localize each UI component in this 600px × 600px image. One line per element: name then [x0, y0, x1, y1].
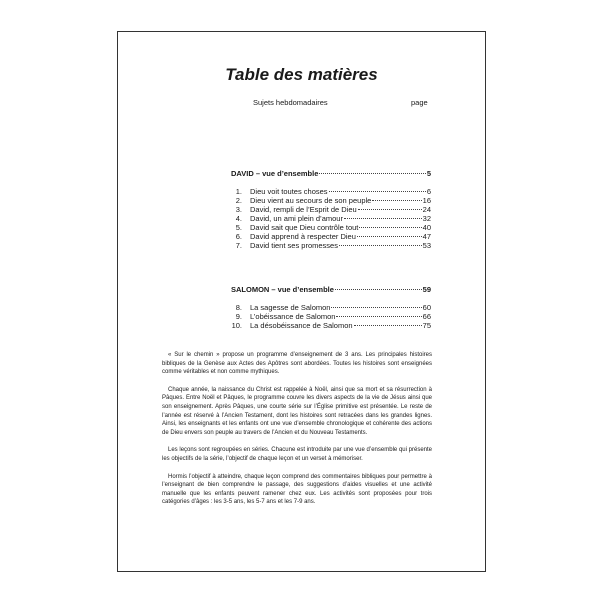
- toc-page-number: 32: [422, 214, 431, 223]
- toc-entry-number: 9.: [235, 312, 242, 321]
- toc-entry: [231, 223, 431, 232]
- intro-paragraph: « Sur le chemin » propose un programme d’enseignement de 3 ans. Les principales histoires bibliques de la Genèse aux Actes des Apôtres sont abordées. Toutes les histoires sont enseignées comme véritables et non comme mythiques.: [162, 352, 432, 376]
- column-heading-page: page: [411, 98, 428, 107]
- toc-entry-title: La désobéissance de Salomon: [250, 321, 353, 330]
- toc-entry-number: 8.: [235, 303, 242, 312]
- toc-page-number: 60: [422, 303, 431, 312]
- toc-entry-number: 2.: [235, 196, 242, 205]
- dot-leader: [357, 236, 422, 237]
- toc-entry-title: Dieu voit toutes choses: [250, 187, 328, 196]
- intro-paragraph: Hormis l’objectif à atteindre, chaque leçon comprend des commentaires bibliques pour permettre à l’enseignant de bien comprendre le passage, des suggestions d’aides visuelles et une activité manuelle que les enfants peuvent ramener chez eux. Les activités sont proposées pour trois catégories d’âges : les 3-5 ans, les 5-7 ans et les 7-9 ans.: [162, 473, 432, 506]
- dot-leader: [372, 200, 421, 201]
- toc-section-label: DAVID – vue d’ensemble: [231, 169, 319, 178]
- toc-entry: [231, 232, 431, 241]
- toc-entry-number: 3.: [235, 205, 242, 214]
- toc-page-number: 75: [422, 321, 431, 330]
- toc-entry-title: La sagesse de Salomon: [250, 303, 331, 312]
- toc-entry: [231, 303, 431, 312]
- dot-leader: [331, 307, 421, 308]
- toc-page-number: 53: [422, 241, 431, 250]
- dot-leader: [339, 245, 422, 246]
- dot-leader: [344, 218, 422, 219]
- intro-paragraph: Chaque année, la naissance du Christ est rappelée à Noël, ainsi que sa mort et sa résurrection à Pâques. Entre Noël et Pâques, le programme couvre les divers aspects de la vie de Jésus ainsi que son enseignement. Après Pâques, une courte série sur l’Église primitive est présentée. Le reste de l’année est réservé à l’Ancien Testament, dont les histoires sont retracées dans les grandes lignes. Ainsi, les enseignants et les enfants ont une vue d’ensemble chronologique et cohérente des actions de Dieu envers son peuple au travers de l’Ancien et du Nouveau Testaments.: [162, 386, 432, 436]
- toc-section-salomon: [231, 285, 431, 294]
- toc-page-number: 40: [422, 223, 431, 232]
- toc-page-number: 16: [422, 196, 431, 205]
- toc-page-number: 47: [422, 232, 431, 241]
- toc-page-number: 24: [422, 205, 431, 214]
- toc-entry: [231, 214, 431, 223]
- dot-leader: [329, 191, 426, 192]
- toc-page-number: 66: [422, 312, 431, 321]
- column-heading-subjects: Sujets hebdomadaires: [253, 98, 328, 107]
- toc-entry-title: Dieu vient au secours de son peuple: [250, 196, 372, 205]
- toc-entry-title: David, un ami plein d’amour: [250, 214, 343, 223]
- intro-paragraph: Les leçons sont regroupées en séries. Chacune est introduite par une vue d’ensemble qui présente les objectifs de la série, l’objectif de chaque leçon et un verset à mémoriser.: [162, 447, 432, 462]
- toc-entry-title: David tient ses promesses: [250, 241, 338, 250]
- toc-entry: [231, 312, 431, 321]
- toc-entry-number: 4.: [235, 214, 242, 223]
- toc-entry: [231, 196, 431, 205]
- document-page: [117, 31, 486, 572]
- toc-entry-number: 10.: [231, 321, 242, 330]
- dot-leader: [335, 289, 422, 290]
- toc-page-number: 6: [426, 187, 431, 196]
- toc-entry-number: 6.: [235, 232, 242, 241]
- toc-entry-number: 7.: [235, 241, 242, 250]
- toc-entry-title: David sait que Dieu contrôle tout: [250, 223, 359, 232]
- toc-page-number: 59: [422, 285, 431, 294]
- page-title: Table des matières: [225, 65, 378, 84]
- toc-entry-title: L’obéissance de Salomon: [250, 312, 336, 321]
- toc-entry-number: 1.: [235, 187, 242, 196]
- dot-leader: [319, 173, 425, 174]
- dot-leader: [354, 325, 422, 326]
- introduction-text: [162, 351, 432, 516]
- toc-page-number: 5: [426, 169, 431, 178]
- toc-entry: [231, 241, 431, 250]
- toc-entry: [231, 205, 431, 214]
- toc-entry: [231, 321, 431, 330]
- toc-section-label: SALOMON – vue d’ensemble: [231, 285, 334, 294]
- dot-leader: [359, 227, 421, 228]
- dot-leader: [336, 316, 421, 317]
- toc-entry-title: David apprend à respecter Dieu: [250, 232, 356, 241]
- toc-section-david: [231, 169, 431, 178]
- toc-entry-number: 5.: [235, 223, 242, 232]
- dot-leader: [358, 209, 422, 210]
- toc-entry-title: David, rempli de l’Esprit de Dieu: [250, 205, 357, 214]
- toc-entry: [231, 187, 431, 196]
